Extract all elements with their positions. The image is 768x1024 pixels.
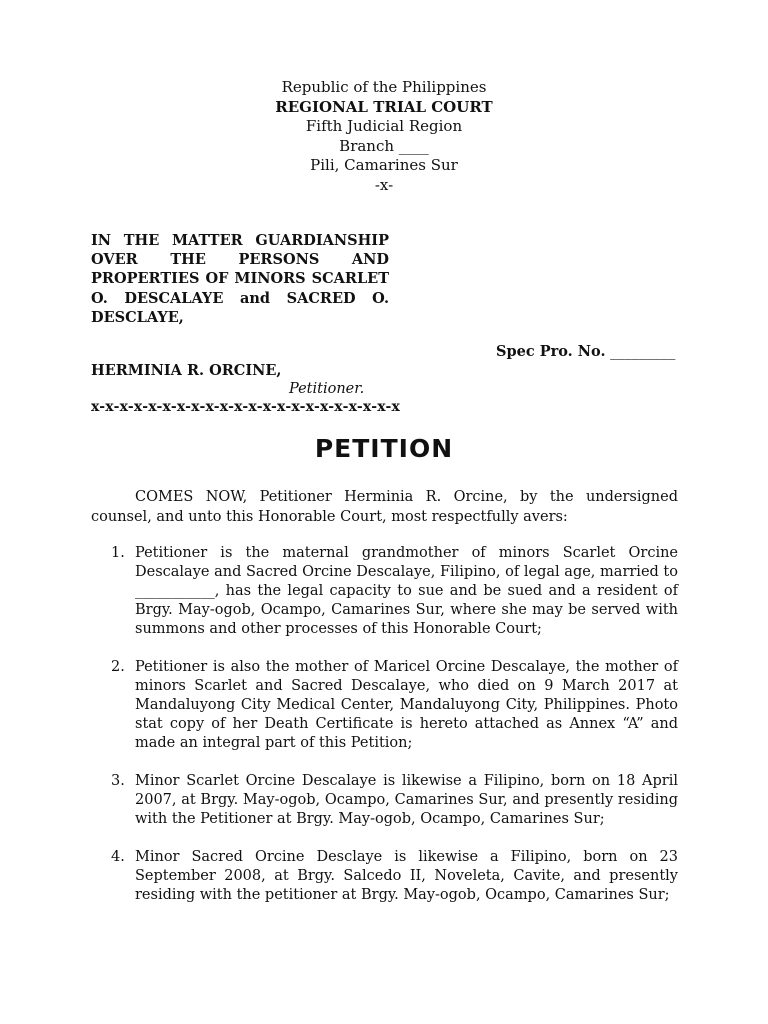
branch-line: Branch ____ (339, 136, 429, 155)
item-text: Minor Sacred Orcine Desclaye is likewise a Filipino, born on 23 September 2008, at Brgy. Salcedo II, Noveleta, Cavite, and presently residing with the petitioner at Brgy. May-ogob, Ocampo, Camarines Sur; (135, 849, 678, 903)
caption-separator: x-x-x-x-x-x-x-x-x-x-x-x-x-x-x-x-x-x-x-x-x-x (91, 399, 401, 415)
item-number: 2. (111, 659, 125, 675)
case-number-label: Spec Pro. No. (496, 343, 606, 360)
item-number: 1. (111, 545, 125, 561)
case-number-blank: _________ (605, 344, 676, 360)
court-header (0, 78, 768, 195)
list-item (91, 772, 678, 829)
item-text: Petitioner is the maternal grandmother of minors Scarlet Orcine Descalaye and Sacred Orcine Descalaye, Filipino, of legal age, married to ___________, has the legal capacity to sue and be sued and a resident of Brgy. May-ogob, Ocampo, Camarines Sur, where she may be served with summons and other processes of this Honorable Court; (135, 545, 678, 637)
republic-line: Republic of the Philippines (281, 78, 487, 96)
item-text: Petitioner is also the mother of Maricel Orcine Descalaye, the mother of minors Scarlet and Sacred Descalaye, who died on 9 March 2017 at Mandaluyong City Medical Center, Mandaluyong City, Philippines. Photo stat copy of her Death Certificate is hereto attached as Annex “A” and made an integral part of this Petition; (135, 659, 678, 751)
averments-list (91, 544, 678, 924)
case-caption: IN THE MATTER GUARDIANSHIP OVER THE PERSONS AND PROPERTIES OF MINORS SCARLET O. DESCALAYE and SACRED O. DESCLAYE, (91, 232, 389, 326)
document-title: PETITION (314, 434, 454, 463)
case-number (496, 343, 675, 360)
item-number: 3. (111, 773, 125, 789)
petitioner-role: Petitioner. (289, 381, 365, 397)
court-location: Pili, Camarines Sur (310, 156, 458, 174)
judicial-region: Fifth Judicial Region (305, 117, 463, 135)
court-name: REGIONAL TRIAL COURT (275, 97, 493, 116)
petitioner-name: HERMINIA R. ORCINE, (91, 362, 282, 379)
list-item (91, 658, 678, 753)
item-number: 4. (111, 849, 125, 865)
intro-paragraph: COMES NOW, Petitioner Herminia R. Orcine, by the undersigned counsel, and unto this Honorable Court, most respectfully avers: (91, 489, 678, 525)
list-item (91, 848, 678, 905)
header-divider: -x- (374, 175, 394, 194)
list-item (91, 544, 678, 639)
item-text: Minor Scarlet Orcine Descalaye is likewise a Filipino, born on 18 April 2007, at Brgy. May-ogob, Ocampo, Camarines Sur, and presently residing with the Petitioner at Brgy. May-ogob, Ocampo, Camarines Sur; (135, 773, 678, 827)
